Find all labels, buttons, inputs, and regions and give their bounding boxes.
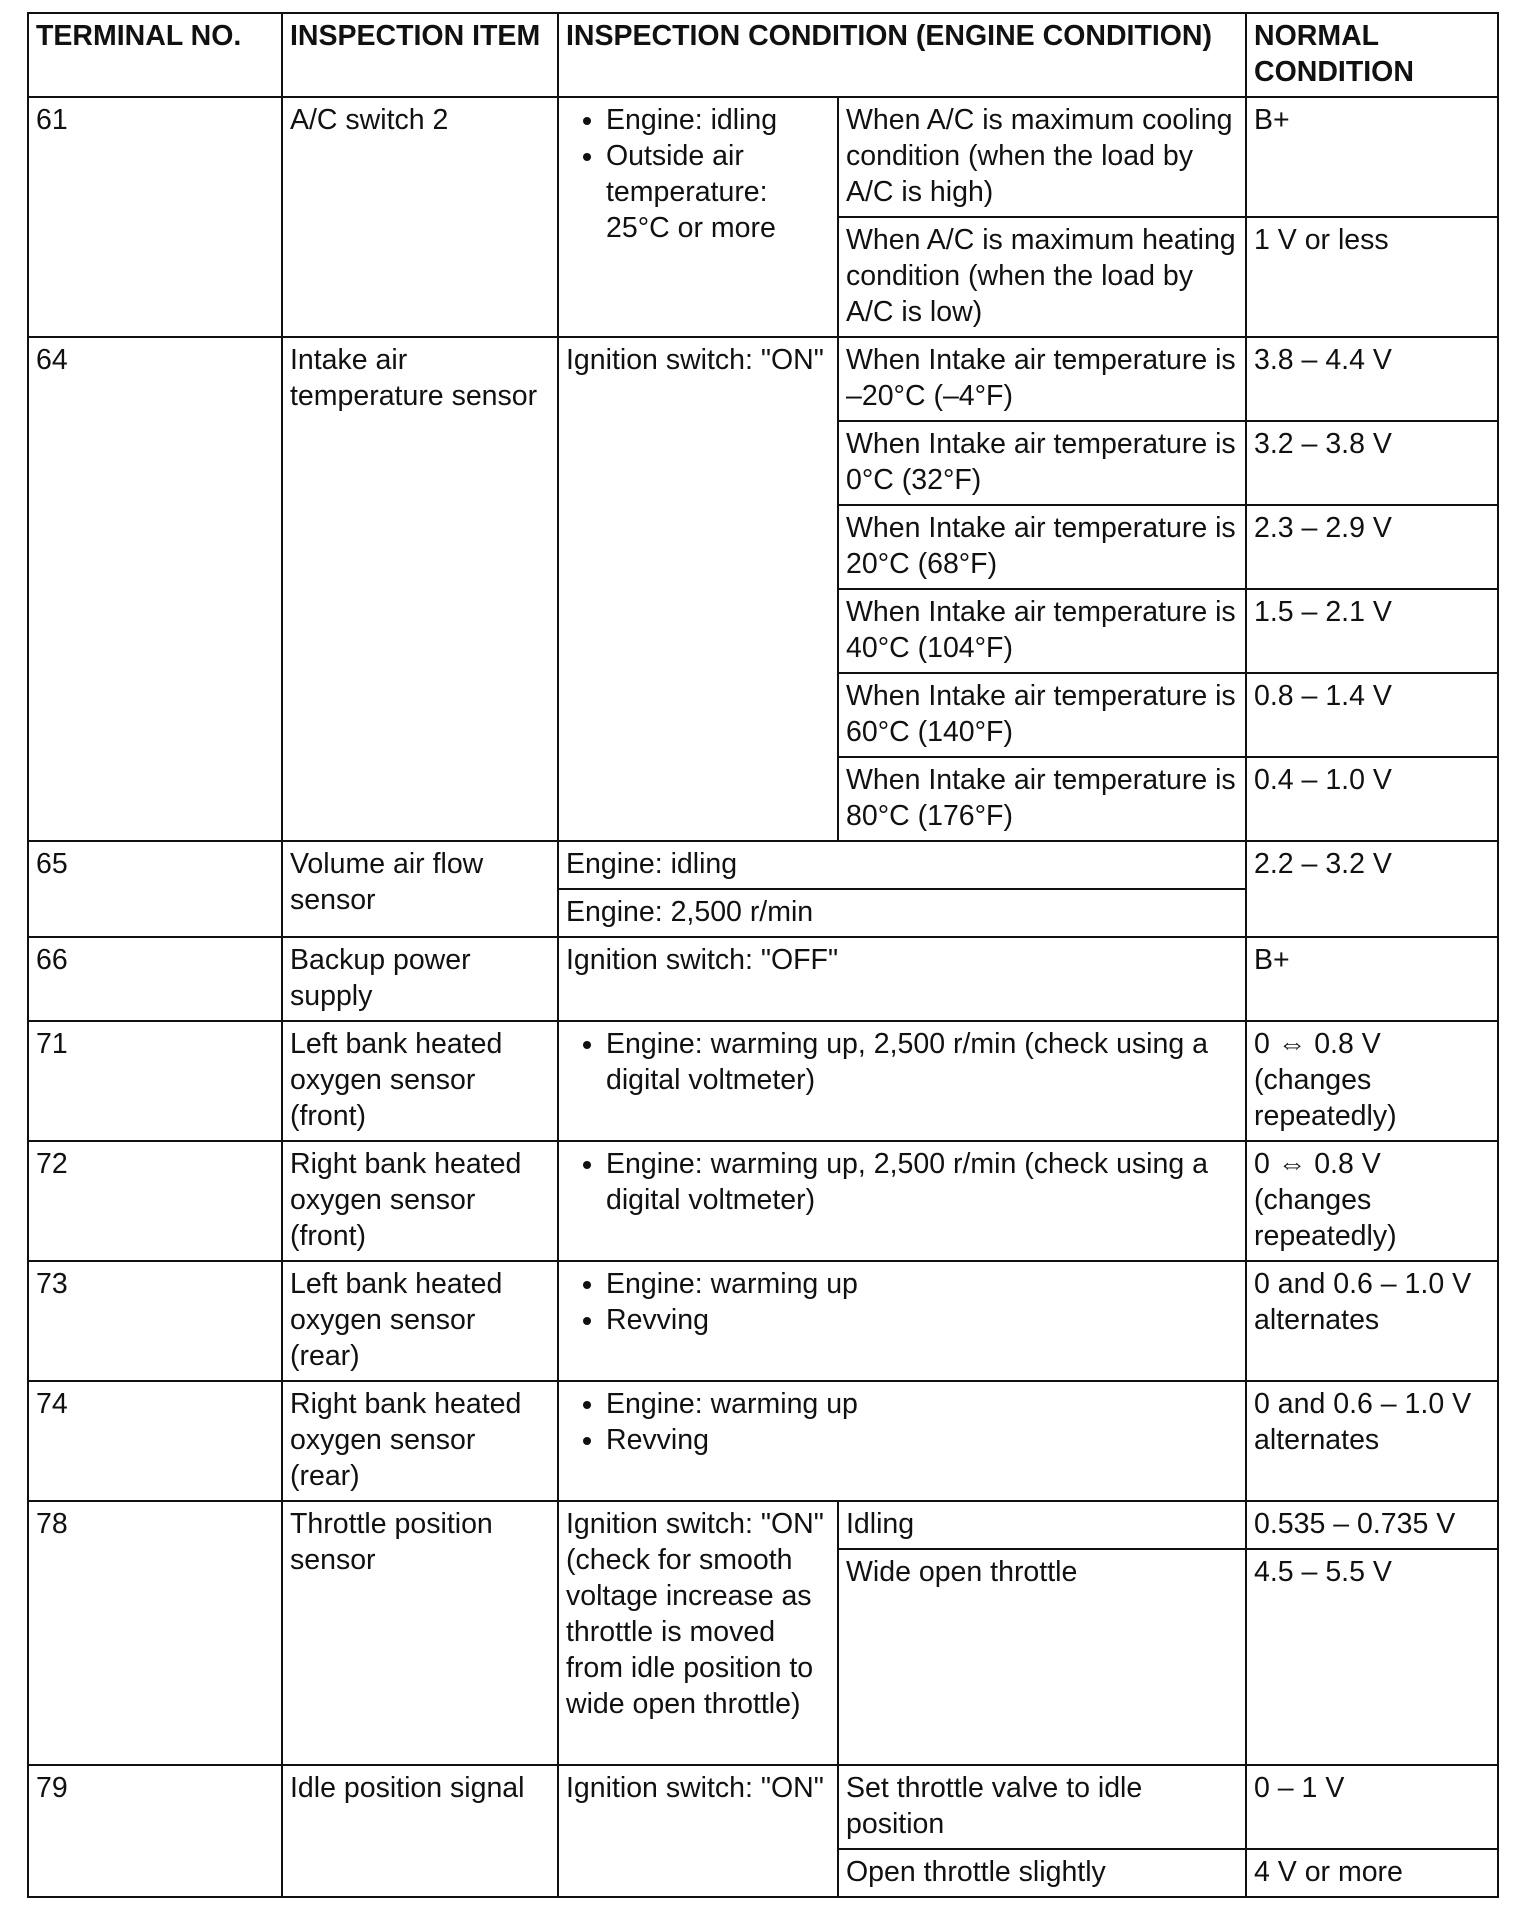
terminal-cell: 65 [28,841,282,937]
terminal-cell: 66 [28,937,282,1021]
item-cell: Throttle position sensor [282,1501,558,1765]
subcondition-cell: Idling [838,1501,1246,1549]
normal-cell: 0.535 – 0.735 V [1246,1501,1498,1549]
condition-cell: Ignition switch: "ON" (check for smooth voltage increase as throttle is moved from idle position to wide open throttle) [558,1501,838,1765]
normal-cell: 0 ⇔ 0.8 V (changes repeatedly) [1246,1141,1498,1261]
terminal-cell: 79 [28,1765,282,1897]
normal-cell: 0 – 1 V [1246,1765,1498,1849]
condition-bullet: • Outside air temperature: 25°C or more [606,138,830,246]
normal-cell: 4 V or more [1246,1849,1498,1897]
terminal-cell: 74 [28,1381,282,1501]
subcondition-cell: When Intake air temperature is 20°C (68°F) [838,505,1246,589]
normal-cell: 0 and 0.6 – 1.0 V alternates [1246,1381,1498,1501]
table-row [28,937,1498,1021]
terminal-cell: 78 [28,1501,282,1765]
subcondition-cell: Wide open throttle [838,1549,1246,1765]
terminal-cell: 61 [28,97,282,337]
condition-bullet: • Revving [606,1422,1238,1458]
item-cell: Volume air flow sensor [282,841,558,937]
condition-cell [558,1381,1246,1501]
normal-cell: 2.3 – 2.9 V [1246,505,1498,589]
condition-cell [558,1021,1246,1141]
subcondition-cell: When Intake air temperature is 0°C (32°F) [838,421,1246,505]
terminal-cell: 64 [28,337,282,841]
condition-cell [558,1141,1246,1261]
normal-cell: 0.4 – 1.0 V [1246,757,1498,841]
condition-bullet: • Engine: warming up [606,1386,1238,1422]
normal-cell: 1 V or less [1246,217,1498,337]
condition-bullet: • Engine: idling [606,102,830,138]
condition-cell: Ignition switch: "ON" [558,337,838,841]
item-cell: Right bank heated oxygen sensor (front) [282,1141,558,1261]
item-cell: Right bank heated oxygen sensor (rear) [282,1381,558,1501]
normal-cell: 3.8 – 4.4 V [1246,337,1498,421]
header-condition: INSPECTION CONDITION (ENGINE CONDITION) [558,13,1246,97]
subcondition-cell: When A/C is maximum heating condition (when the load by A/C is low) [838,217,1246,337]
header-terminal: TERMINAL NO. [28,13,282,97]
table-row [28,841,1498,889]
condition-bullet: • Engine: warming up [606,1266,1238,1302]
table-row [28,1765,1498,1849]
normal-cell: 0 ⇔ 0.8 V (changes repeatedly) [1246,1021,1498,1141]
subcondition-cell: Open throttle slightly [838,1849,1246,1897]
item-cell: Left bank heated oxygen sensor (rear) [282,1261,558,1381]
header-item: INSPECTION ITEM [282,13,558,97]
item-cell: Left bank heated oxygen sensor (front) [282,1021,558,1141]
condition-cell [558,97,838,337]
table-row [28,1021,1498,1141]
normal-cell: 2.2 – 3.2 V [1246,841,1498,937]
subcondition-cell: When A/C is maximum cooling condition (when the load by A/C is high) [838,97,1246,217]
condition-cell [558,1261,1246,1381]
normal-cell: 0 and 0.6 – 1.0 V alternates [1246,1261,1498,1381]
subcondition-cell: When Intake air temperature is 80°C (176°F) [838,757,1246,841]
condition-bullet: • Engine: warming up, 2,500 r/min (check using a digital voltmeter) [606,1026,1238,1098]
item-cell: Intake air temperature sensor [282,337,558,841]
header-row [28,13,1498,97]
subcondition-cell: Set throttle valve to idle position [838,1765,1246,1849]
normal-cell: 0.8 – 1.4 V [1246,673,1498,757]
condition-cell: Engine: idling [558,841,1246,889]
subcondition-cell: When Intake air temperature is 40°C (104°F) [838,589,1246,673]
normal-cell: 3.2 – 3.8 V [1246,421,1498,505]
condition-cell: Ignition switch: "ON" [558,1765,838,1897]
subcondition-cell: When Intake air temperature is –20°C (–4°F) [838,337,1246,421]
item-cell: Backup power supply [282,937,558,1021]
condition-cell: Engine: 2,500 r/min [558,889,1246,937]
header-normal: NORMAL CONDITION [1246,13,1498,97]
subcondition-cell: When Intake air temperature is 60°C (140°F) [838,673,1246,757]
condition-cell: Ignition switch: "OFF" [558,937,1246,1021]
table-row [28,1141,1498,1261]
normal-cell: B+ [1246,97,1498,217]
table-row [28,337,1498,421]
table-row [28,1501,1498,1549]
normal-cell: 1.5 – 2.1 V [1246,589,1498,673]
table-row [28,1381,1498,1501]
normal-cell: 4.5 – 5.5 V [1246,1549,1498,1765]
normal-cell: B+ [1246,937,1498,1021]
terminal-cell: 72 [28,1141,282,1261]
table-row [28,1261,1498,1381]
item-cell: A/C switch 2 [282,97,558,337]
item-cell: Idle position signal [282,1765,558,1897]
terminal-cell: 73 [28,1261,282,1381]
inspection-table [27,12,1499,1898]
condition-bullet: • Engine: warming up, 2,500 r/min (check using a digital voltmeter) [606,1146,1238,1218]
terminal-cell: 71 [28,1021,282,1141]
condition-bullet: • Revving [606,1302,1238,1338]
table-row [28,97,1498,217]
